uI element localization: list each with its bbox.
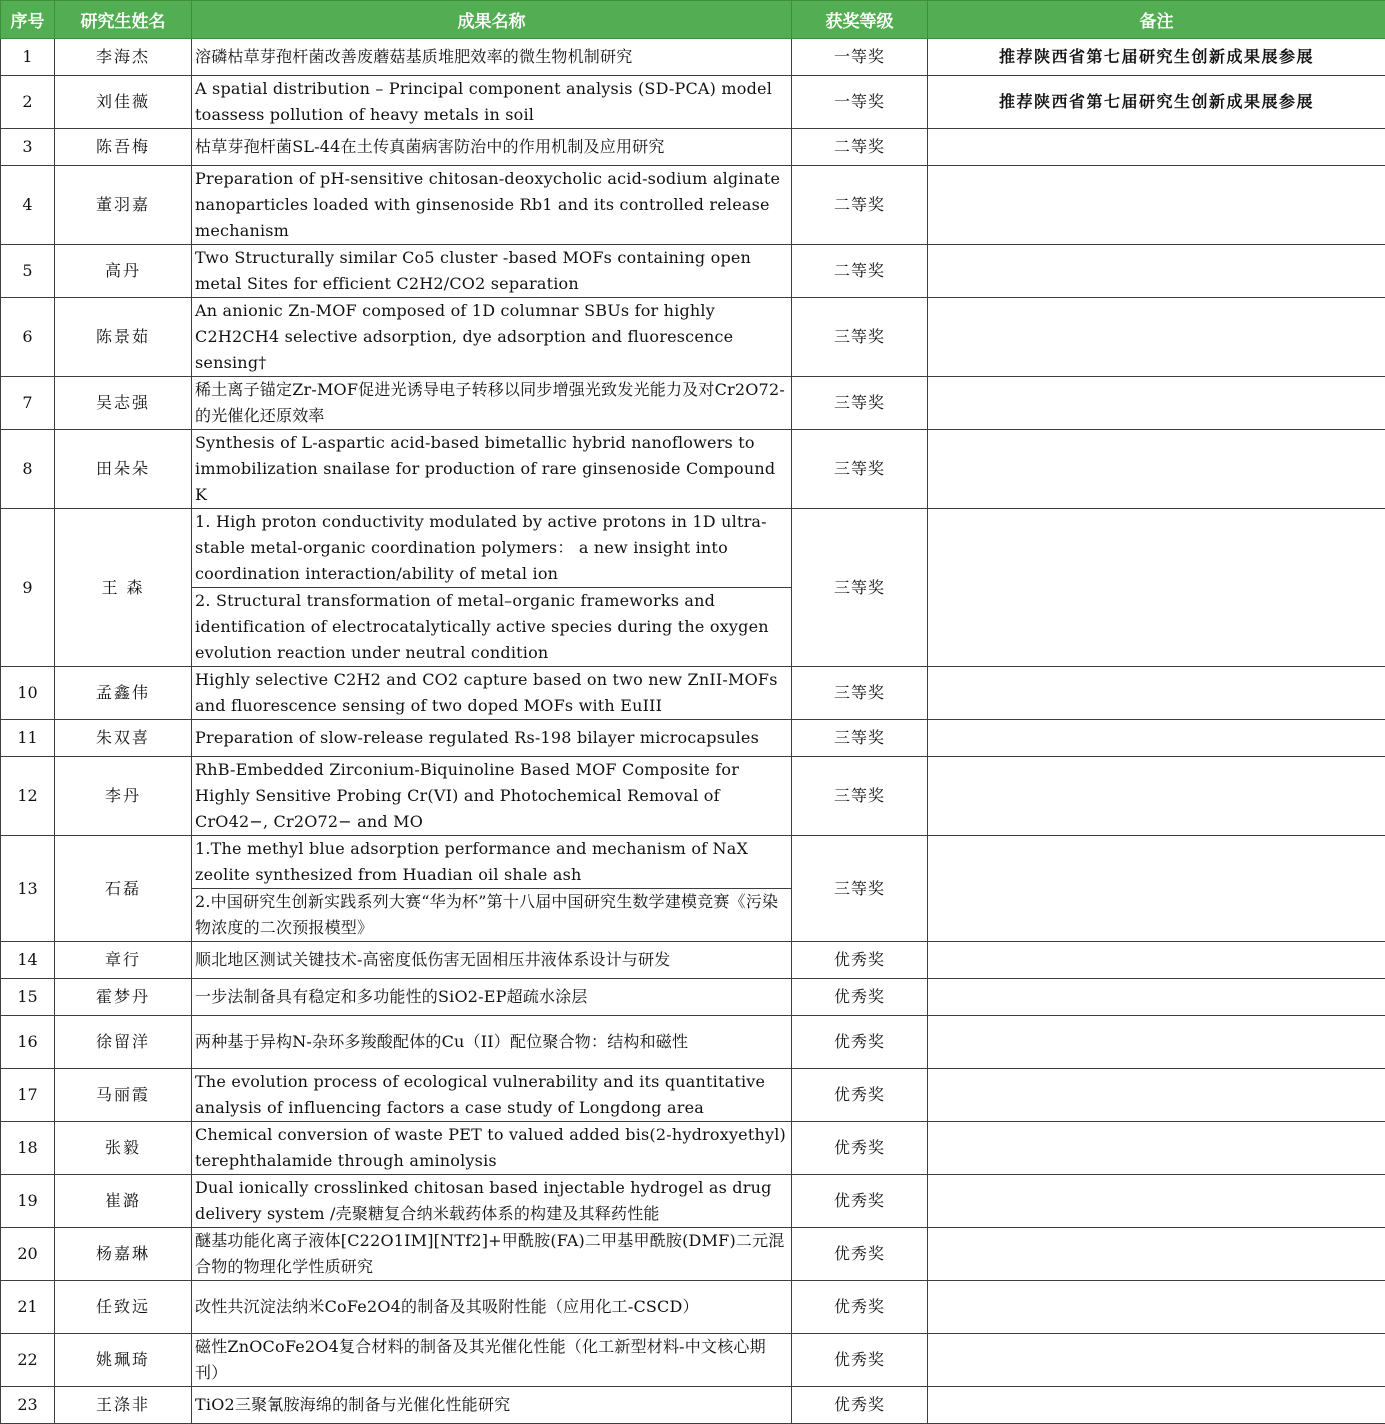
student-name: 陈景茹 bbox=[55, 298, 192, 377]
achievement-title: Highly selective C2H2 and CO2 capture based on two new ZnII-MOFs and fluorescence sensing of two doped MOFs with EuIII bbox=[192, 667, 792, 720]
achievement-title: 2. Structural transformation of metal–organic frameworks and identification of electrocatalytically active species during the oxygen evolution reaction under neutral condition bbox=[192, 588, 792, 667]
achievement-title: 1.The methyl blue adsorption performance and mechanism of NaX zeolite synthesized from Huadian oil shale ash bbox=[192, 836, 792, 889]
header-remarks: 备注 bbox=[928, 1, 1385, 39]
table-row bbox=[1, 1016, 1385, 1069]
award-level: 优秀奖 bbox=[792, 1387, 928, 1424]
achievement-title: 改性共沉淀法纳米CoFe2O4的制备及其吸附性能（应用化工-CSCD） bbox=[192, 1281, 792, 1334]
remarks bbox=[928, 1016, 1385, 1069]
student-name: 孟鑫伟 bbox=[55, 667, 192, 720]
achievement-title: Two Structurally similar Co5 cluster -based MOFs containing open metal Sites for efficient C2H2/CO2 separation bbox=[192, 245, 792, 298]
remarks bbox=[928, 1387, 1385, 1424]
remarks bbox=[928, 1228, 1385, 1281]
row-index: 9 bbox=[1, 509, 55, 667]
row-index: 20 bbox=[1, 1228, 55, 1281]
achievement-title: 醚基功能化离子液体[C22O1IM][NTf2]+甲酰胺(FA)二甲基甲酰胺(DMF)二元混合物的物理化学性质研究 bbox=[192, 1228, 792, 1281]
student-name: 董羽嘉 bbox=[55, 166, 192, 245]
table-row bbox=[1, 1228, 1385, 1281]
row-index: 22 bbox=[1, 1334, 55, 1387]
row-index: 14 bbox=[1, 942, 55, 979]
remarks bbox=[928, 298, 1385, 377]
row-index: 16 bbox=[1, 1016, 55, 1069]
achievement-title: 1. High proton conductivity modulated by active protons in 1D ultra-stable metal-organic coordination polymers： a new insight into coordination interaction/ability of metal ion bbox=[192, 509, 792, 588]
student-name: 田朵朵 bbox=[55, 430, 192, 509]
table-row bbox=[1, 757, 1385, 836]
student-name: 陈吾梅 bbox=[55, 129, 192, 166]
award-level: 一等奖 bbox=[792, 76, 928, 129]
row-index: 17 bbox=[1, 1069, 55, 1122]
achievement-title: RhB-Embedded Zirconium-Biquinoline Based MOF Composite for Highly Sensitive Probing Cr(VI) and Photochemical Removal of CrO42−, Cr2O72− and MO bbox=[192, 757, 792, 836]
table-row bbox=[1, 245, 1385, 298]
student-name: 马丽霞 bbox=[55, 1069, 192, 1122]
student-name: 杨嘉琳 bbox=[55, 1228, 192, 1281]
table-row bbox=[1, 39, 1385, 76]
remarks bbox=[928, 166, 1385, 245]
header-achievement-title: 成果名称 bbox=[192, 1, 792, 39]
row-index: 10 bbox=[1, 667, 55, 720]
remarks bbox=[928, 1334, 1385, 1387]
achievement-title: 2.中国研究生创新实践系列大赛“华为杯”第十八届中国研究生数学建模竞赛《污染物浓度的二次预报模型》 bbox=[192, 889, 792, 942]
table-row bbox=[1, 509, 1385, 588]
achievement-title: Preparation of slow-release regulated Rs-198 bilayer microcapsules bbox=[192, 720, 792, 757]
achievement-title: 一步法制备具有稳定和多功能性的SiO2-EP超疏水涂层 bbox=[192, 979, 792, 1016]
row-index: 23 bbox=[1, 1387, 55, 1424]
student-name: 张毅 bbox=[55, 1122, 192, 1175]
remarks bbox=[928, 245, 1385, 298]
table-row bbox=[1, 166, 1385, 245]
remarks bbox=[928, 979, 1385, 1016]
remarks bbox=[928, 1281, 1385, 1334]
remarks bbox=[928, 1175, 1385, 1228]
award-level: 优秀奖 bbox=[792, 942, 928, 979]
remarks bbox=[928, 377, 1385, 430]
award-level: 优秀奖 bbox=[792, 979, 928, 1016]
remarks bbox=[928, 1122, 1385, 1175]
header-row bbox=[1, 1, 1385, 39]
row-index: 21 bbox=[1, 1281, 55, 1334]
achievement-title: An anionic Zn-MOF composed of 1D columnar SBUs for highly C2H2CH4 selective adsorption, dye adsorption and fluorescence sensing† bbox=[192, 298, 792, 377]
achievement-title: TiO2三聚氰胺海绵的制备与光催化性能研究 bbox=[192, 1387, 792, 1424]
award-level: 二等奖 bbox=[792, 245, 928, 298]
remarks bbox=[928, 667, 1385, 720]
award-level: 三等奖 bbox=[792, 298, 928, 377]
row-index: 1 bbox=[1, 39, 55, 76]
student-name: 崔潞 bbox=[55, 1175, 192, 1228]
award-level: 三等奖 bbox=[792, 509, 928, 667]
student-name: 石磊 bbox=[55, 836, 192, 942]
award-level: 三等奖 bbox=[792, 757, 928, 836]
header-student-name: 研究生姓名 bbox=[55, 1, 192, 39]
row-index: 2 bbox=[1, 76, 55, 129]
achievement-title: Chemical conversion of waste PET to valued added bis(2-hydroxyethyl) terephthalamide through aminolysis bbox=[192, 1122, 792, 1175]
table-row bbox=[1, 720, 1385, 757]
remarks bbox=[928, 720, 1385, 757]
award-level: 三等奖 bbox=[792, 720, 928, 757]
student-name: 朱双喜 bbox=[55, 720, 192, 757]
remarks bbox=[928, 757, 1385, 836]
table-row bbox=[1, 836, 1385, 889]
award-level: 优秀奖 bbox=[792, 1069, 928, 1122]
header-index: 序号 bbox=[1, 1, 55, 39]
student-name: 王涤非 bbox=[55, 1387, 192, 1424]
row-index: 6 bbox=[1, 298, 55, 377]
table-row bbox=[1, 76, 1385, 129]
row-index: 11 bbox=[1, 720, 55, 757]
remarks: 推荐陕西省第七届研究生创新成果展参展 bbox=[928, 39, 1385, 76]
table-row bbox=[1, 1281, 1385, 1334]
table-body bbox=[1, 39, 1385, 1424]
table-row bbox=[1, 667, 1385, 720]
student-name: 姚珮琦 bbox=[55, 1334, 192, 1387]
row-index: 8 bbox=[1, 430, 55, 509]
award-level: 三等奖 bbox=[792, 377, 928, 430]
remarks bbox=[928, 129, 1385, 166]
remarks bbox=[928, 1069, 1385, 1122]
row-index: 13 bbox=[1, 836, 55, 942]
achievement-title: Preparation of pH-sensitive chitosan-deoxycholic acid-sodium alginate nanoparticles loaded with ginsenoside Rb1 and its controlled release mechanism bbox=[192, 166, 792, 245]
achievement-title: The evolution process of ecological vulnerability and its quantitative analysis of influencing factors a case study of Longdong area bbox=[192, 1069, 792, 1122]
achievement-title: 枯草芽孢杆菌SL-44在土传真菌病害防治中的作用机制及应用研究 bbox=[192, 129, 792, 166]
table-row bbox=[1, 1175, 1385, 1228]
achievement-title: 溶磷枯草芽孢杆菌改善废蘑菇基质堆肥效率的微生物机制研究 bbox=[192, 39, 792, 76]
remarks bbox=[928, 430, 1385, 509]
award-level: 优秀奖 bbox=[792, 1281, 928, 1334]
table-row bbox=[1, 942, 1385, 979]
achievement-title: 稀土离子锚定Zr-MOF促进光诱导电子转移以同步增强光致发光能力及对Cr2O72-的光催化还原效率 bbox=[192, 377, 792, 430]
remarks: 推荐陕西省第七届研究生创新成果展参展 bbox=[928, 76, 1385, 129]
award-level: 优秀奖 bbox=[792, 1016, 928, 1069]
student-name: 刘佳薇 bbox=[55, 76, 192, 129]
table-row bbox=[1, 377, 1385, 430]
award-level: 三等奖 bbox=[792, 836, 928, 942]
table-row bbox=[1, 129, 1385, 166]
row-index: 4 bbox=[1, 166, 55, 245]
header-award-level: 获奖等级 bbox=[792, 1, 928, 39]
row-index: 19 bbox=[1, 1175, 55, 1228]
student-name: 徐留洋 bbox=[55, 1016, 192, 1069]
student-name: 李丹 bbox=[55, 757, 192, 836]
achievement-title: 两种基于异构N-杂环多羧酸配体的Cu（II）配位聚合物：结构和磁性 bbox=[192, 1016, 792, 1069]
student-name: 高丹 bbox=[55, 245, 192, 298]
row-index: 3 bbox=[1, 129, 55, 166]
remarks bbox=[928, 942, 1385, 979]
table-row bbox=[1, 1122, 1385, 1175]
student-name: 王 森 bbox=[55, 509, 192, 667]
award-level: 优秀奖 bbox=[792, 1228, 928, 1281]
achievement-title: Synthesis of L-aspartic acid-based bimetallic hybrid nanoflowers to immobilization snailase for production of rare ginsenoside Compound K bbox=[192, 430, 792, 509]
award-level: 三等奖 bbox=[792, 667, 928, 720]
achievement-title: Dual ionically crosslinked chitosan based injectable hydrogel as drug delivery system /壳聚糖复合纳米载药体系的构建及其释药性能 bbox=[192, 1175, 792, 1228]
remarks bbox=[928, 836, 1385, 942]
award-level: 二等奖 bbox=[792, 129, 928, 166]
row-index: 7 bbox=[1, 377, 55, 430]
table-row bbox=[1, 298, 1385, 377]
student-name: 任致远 bbox=[55, 1281, 192, 1334]
award-level: 二等奖 bbox=[792, 166, 928, 245]
row-index: 12 bbox=[1, 757, 55, 836]
student-name: 章行 bbox=[55, 942, 192, 979]
row-index: 5 bbox=[1, 245, 55, 298]
award-level: 优秀奖 bbox=[792, 1122, 928, 1175]
table-row bbox=[1, 1069, 1385, 1122]
achievement-title: 磁性ZnOCoFe2O4复合材料的制备及其光催化性能（化工新型材料-中文核心期刊） bbox=[192, 1334, 792, 1387]
award-level: 优秀奖 bbox=[792, 1334, 928, 1387]
table-row bbox=[1, 1334, 1385, 1387]
row-index: 18 bbox=[1, 1122, 55, 1175]
student-name: 吴志强 bbox=[55, 377, 192, 430]
achievement-title: A spatial distribution – Principal component analysis (SD-PCA) model toassess pollution of heavy metals in soil bbox=[192, 76, 792, 129]
table-row bbox=[1, 430, 1385, 509]
award-level: 一等奖 bbox=[792, 39, 928, 76]
remarks bbox=[928, 509, 1385, 667]
row-index: 15 bbox=[1, 979, 55, 1016]
award-level: 优秀奖 bbox=[792, 1175, 928, 1228]
table-row bbox=[1, 979, 1385, 1016]
student-name: 霍梦丹 bbox=[55, 979, 192, 1016]
student-name: 李海杰 bbox=[55, 39, 192, 76]
table-row bbox=[1, 1387, 1385, 1424]
achievement-title: 顺北地区测试关键技术-高密度低伤害无固相压井液体系设计与研发 bbox=[192, 942, 792, 979]
award-level: 三等奖 bbox=[792, 430, 928, 509]
